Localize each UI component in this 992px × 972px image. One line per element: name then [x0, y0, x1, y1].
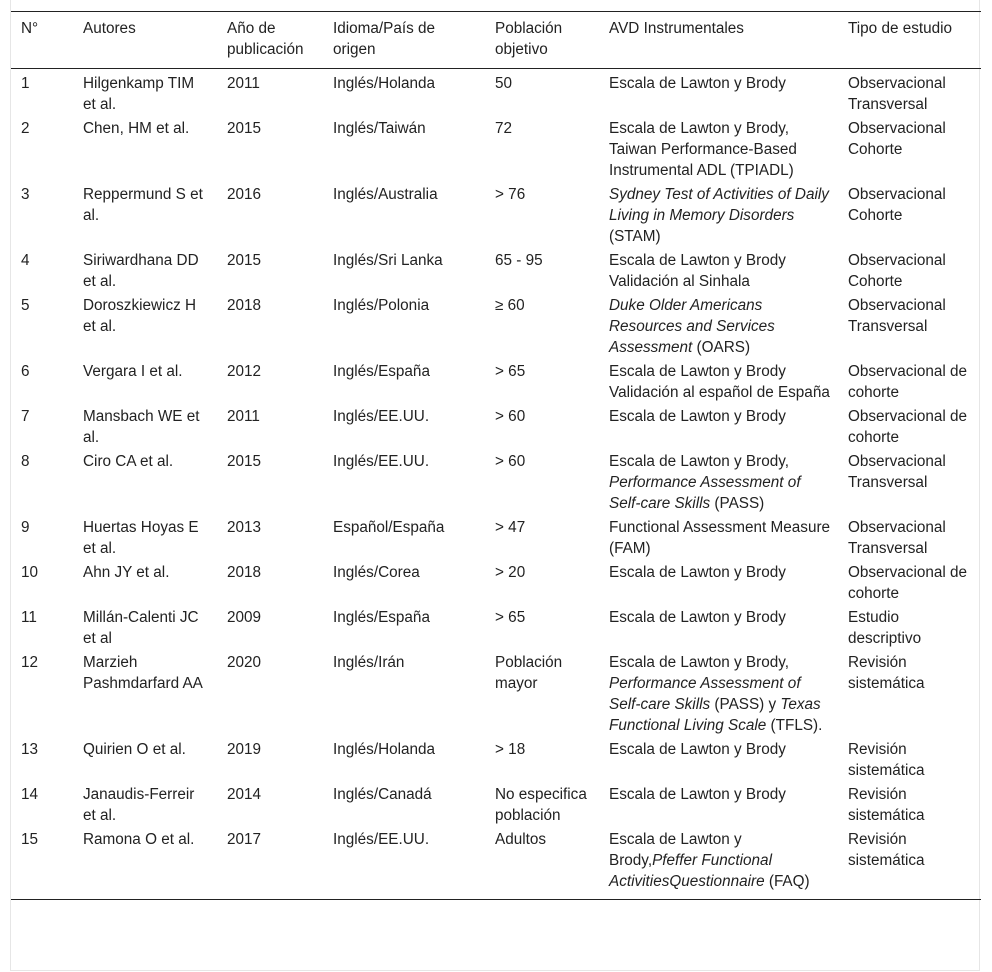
cell-tipo: Observacional Transversal	[848, 519, 946, 557]
cell-avd	[599, 116, 838, 182]
cell-n: 11	[21, 609, 37, 626]
cell-tipo: Revisión sistemática	[848, 654, 925, 692]
studies-table	[11, 11, 981, 900]
cell-tipo: Revisión sistemática	[848, 786, 925, 824]
avd-text: Escala de Lawton y Brody Validación al Sinhala	[609, 252, 786, 290]
cell-avd	[599, 737, 838, 782]
table-row	[11, 248, 981, 293]
cell-anio: 2013	[227, 519, 262, 536]
cell-idioma: Inglés/Sri Lanka	[333, 252, 443, 269]
avd-text: (FAQ)	[764, 873, 810, 890]
cell-autores: Hilgenkamp TIM et al.	[83, 75, 195, 113]
cell-avd	[599, 782, 838, 827]
table-row	[11, 182, 981, 248]
cell-autores: Ramona O et al.	[83, 831, 195, 848]
cell-anio: 2011	[227, 408, 260, 425]
cell-n: 15	[21, 831, 39, 848]
cell-idioma: Inglés/EE.UU.	[333, 831, 430, 848]
cell-anio: 2019	[227, 741, 262, 758]
cell-avd	[599, 827, 838, 900]
cell-n: 13	[21, 741, 39, 758]
header-autores: Autores	[83, 20, 136, 37]
cell-autores: Ciro CA et al.	[83, 453, 174, 470]
cell-anio: 2011	[227, 75, 260, 92]
cell-anio: 2009	[227, 609, 262, 626]
avd-italic-text: Texas Functional Living Scale	[609, 696, 821, 734]
avd-text: (PASS)	[710, 495, 765, 512]
avd-italic-text: Pfeffer Functional ActivitiesQuestionnaire	[609, 852, 772, 890]
cell-poblacion: > 60	[495, 453, 526, 470]
cell-n: 10	[21, 564, 39, 581]
cell-poblacion: > 76	[495, 186, 526, 203]
avd-italic-text: Performance Assessment of Self-care Skills	[609, 675, 801, 713]
cell-anio: 2018	[227, 564, 262, 581]
cell-autores: Janaudis-Ferreir et al.	[83, 786, 195, 824]
cell-tipo: Observacional de cohorte	[848, 408, 968, 446]
header-idioma: Idioma/País de origen	[333, 20, 436, 58]
cell-poblacion: > 20	[495, 564, 526, 581]
cell-idioma: Inglés/Polonia	[333, 297, 430, 314]
avd-text: Escala de Lawton y Brody	[609, 741, 786, 758]
table-row	[11, 359, 981, 404]
cell-poblacion: > 65	[495, 609, 526, 626]
cell-idioma: Inglés/EE.UU.	[333, 408, 430, 425]
table-row	[11, 560, 981, 605]
cell-anio: 2018	[227, 297, 262, 314]
cell-poblacion: > 65	[495, 363, 526, 380]
cell-poblacion: > 18	[495, 741, 526, 758]
header-n: N°	[21, 20, 39, 37]
cell-n: 14	[21, 786, 39, 803]
table-row	[11, 69, 981, 117]
table-body	[11, 69, 981, 900]
table-row	[11, 782, 981, 827]
cell-avd	[599, 182, 838, 248]
cell-poblacion: 50	[495, 75, 513, 92]
cell-poblacion: ≥ 60	[495, 297, 525, 314]
cell-n: 1	[21, 75, 30, 92]
avd-italic-text: Duke Older Americans Resources and Services Assessment	[609, 297, 775, 356]
avd-text: (OARS)	[692, 339, 751, 356]
avd-text: (STAM)	[609, 228, 661, 245]
table-row	[11, 293, 981, 359]
cell-n: 3	[21, 186, 30, 203]
cell-autores: Vergara I et al.	[83, 363, 183, 380]
cell-avd	[599, 293, 838, 359]
cell-idioma: Inglés/Taiwán	[333, 120, 426, 137]
table-row	[11, 515, 981, 560]
header-anio: Año de publicación	[227, 20, 304, 58]
avd-text: (PASS) y	[710, 696, 781, 713]
avd-text: Escala de Lawton y Brody,	[609, 831, 742, 869]
cell-avd	[599, 650, 838, 737]
header-tipo: Tipo de estudio	[848, 20, 953, 37]
cell-tipo: Observacional Transversal	[848, 297, 946, 335]
cell-idioma: Inglés/Holanda	[333, 741, 436, 758]
table-header	[11, 12, 981, 69]
avd-text: Functional Assessment Measure (FAM)	[609, 519, 831, 557]
cell-idioma: Inglés/EE.UU.	[333, 453, 430, 470]
table-row	[11, 449, 981, 515]
cell-idioma: Inglés/Irán	[333, 654, 405, 671]
cell-tipo: Revisión sistemática	[848, 831, 925, 869]
cell-tipo: Estudio descriptivo	[848, 609, 922, 647]
cell-avd	[599, 69, 838, 117]
avd-text: (TFLS).	[766, 717, 823, 734]
avd-text: Escala de Lawton y Brody,	[609, 453, 789, 470]
cell-n: 9	[21, 519, 30, 536]
cell-poblacion: Población mayor	[495, 654, 563, 692]
cell-autores: Siriwardhana DD et al.	[83, 252, 199, 290]
cell-idioma: Inglés/Corea	[333, 564, 420, 581]
cell-tipo: Observacional de cohorte	[848, 363, 968, 401]
header-avd: AVD Instrumentales	[609, 20, 744, 37]
cell-anio: 2015	[227, 453, 262, 470]
cell-n: 4	[21, 252, 30, 269]
cell-poblacion: > 60	[495, 408, 526, 425]
cell-avd	[599, 248, 838, 293]
table-row	[11, 650, 981, 737]
cell-anio: 2012	[227, 363, 262, 380]
avd-text: Escala de Lawton y Brody Validación al español de España	[609, 363, 830, 401]
cell-anio: 2014	[227, 786, 262, 803]
cell-avd	[599, 605, 838, 650]
cell-idioma: Inglés/España	[333, 363, 430, 380]
header-row	[11, 12, 981, 69]
avd-italic-text: Performance Assessment of Self-care Skills	[609, 474, 801, 512]
cell-n: 5	[21, 297, 30, 314]
cell-avd	[599, 515, 838, 560]
cell-avd	[599, 359, 838, 404]
cell-poblacion: No especifica población	[495, 786, 587, 824]
header-poblacion: Población objetivo	[495, 20, 563, 58]
cell-autores: Reppermund S et al.	[83, 186, 203, 224]
cell-autores: Mansbach WE et al.	[83, 408, 200, 446]
table-row	[11, 404, 981, 449]
cell-n: 7	[21, 408, 30, 425]
cell-autores: Marzieh Pashmdarfard AA	[83, 654, 203, 692]
cell-poblacion: 65 - 95	[495, 252, 543, 269]
avd-text: Escala de Lawton y Brody,	[609, 654, 789, 671]
table-row	[11, 737, 981, 782]
cell-avd	[599, 560, 838, 605]
cell-autores: Huertas Hoyas E et al.	[83, 519, 199, 557]
cell-tipo: Observacional Transversal	[848, 453, 946, 491]
cell-anio: 2015	[227, 252, 262, 269]
cell-tipo: Observacional Cohorte	[848, 186, 946, 224]
avd-text: Escala de Lawton y Brody	[609, 564, 786, 581]
avd-text: Escala de Lawton y Brody	[609, 786, 786, 803]
cell-autores: Ahn JY et al.	[83, 564, 170, 581]
cell-tipo: Observacional Cohorte	[848, 252, 946, 290]
table-row	[11, 827, 981, 900]
cell-n: 6	[21, 363, 30, 380]
cell-anio: 2017	[227, 831, 262, 848]
cell-poblacion: > 47	[495, 519, 526, 536]
cell-autores: Quirien O et al.	[83, 741, 186, 758]
avd-italic-text: Sydney Test of Activities of Daily Living in Memory Disorders	[609, 186, 829, 224]
cell-autores: Chen, HM et al.	[83, 120, 190, 137]
table-row	[11, 605, 981, 650]
avd-text: Escala de Lawton y Brody	[609, 75, 786, 92]
avd-text: Escala de Lawton y Brody, Taiwan Performance-Based Instrumental ADL (TPIADL)	[609, 120, 797, 179]
cell-anio: 2015	[227, 120, 262, 137]
avd-text: Escala de Lawton y Brody	[609, 609, 786, 626]
cell-poblacion: Adultos	[495, 831, 547, 848]
cell-poblacion: 72	[495, 120, 513, 137]
cell-idioma: Español/España	[333, 519, 445, 536]
cell-idioma: Inglés/Canadá	[333, 786, 432, 803]
cell-tipo: Observacional Cohorte	[848, 120, 946, 158]
cell-autores: Millán-Calenti JC et al	[83, 609, 199, 647]
cell-n: 2	[21, 120, 30, 137]
cell-idioma: Inglés/España	[333, 609, 430, 626]
cell-anio: 2020	[227, 654, 262, 671]
cell-n: 8	[21, 453, 30, 470]
cell-tipo: Observacional Transversal	[848, 75, 946, 113]
cell-anio: 2016	[227, 186, 262, 203]
cell-idioma: Inglés/Australia	[333, 186, 438, 203]
avd-text: Escala de Lawton y Brody	[609, 408, 786, 425]
cell-tipo: Revisión sistemática	[848, 741, 925, 779]
table-row	[11, 116, 981, 182]
cell-autores: Doroszkiewicz H et al.	[83, 297, 197, 335]
cell-idioma: Inglés/Holanda	[333, 75, 436, 92]
cell-tipo: Observacional de cohorte	[848, 564, 968, 602]
cell-avd	[599, 404, 838, 449]
cell-n: 12	[21, 654, 39, 671]
cell-avd	[599, 449, 838, 515]
